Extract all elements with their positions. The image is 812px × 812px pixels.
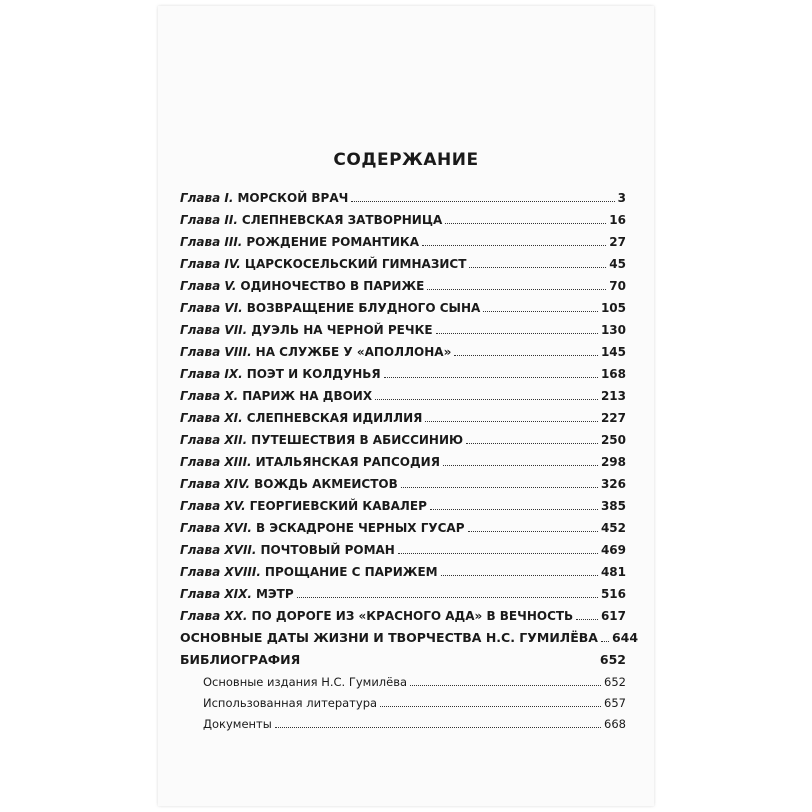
toc-entry-sub <box>180 713 626 734</box>
dot-leader <box>436 319 598 334</box>
chapter-title: ГЕОРГИЕВСКИЙ КАВАЛЕР <box>249 499 427 513</box>
chapter-number: Глава II. <box>180 213 238 227</box>
bibliography-sublist <box>180 671 626 734</box>
chapter-title: В ЭСКАДРОНЕ ЧЕРНЫХ ГУСАР <box>255 521 465 535</box>
chapter-title: НА СЛУЖБЕ У «АПОЛЛОНА» <box>255 345 452 359</box>
chapter-title: ПОЭТ И КОЛДУНЬЯ <box>246 367 381 381</box>
toc-entry-chapter <box>180 451 626 473</box>
page-number: 168 <box>600 367 626 381</box>
entry-title: Основные издания Н.С. Гумилёва <box>203 675 408 689</box>
entry-title: БИБЛИОГРАФИЯ <box>180 652 301 667</box>
page-number: 644 <box>611 630 639 645</box>
toc-entry-dates <box>180 627 639 649</box>
page-number: 657 <box>604 696 626 710</box>
dot-leader <box>427 275 606 290</box>
chapter-number: Глава I. <box>180 191 234 205</box>
toc-entry-chapter <box>180 429 626 451</box>
page-number: 250 <box>600 433 626 447</box>
chapter-number: Глава XVI. <box>180 521 252 535</box>
toc-entry-chapter <box>180 297 626 319</box>
chapter-number: Глава XVII. <box>180 543 257 557</box>
chapter-number: Глава VI. <box>180 301 243 315</box>
page-number: 385 <box>600 499 626 513</box>
dot-leader <box>445 209 606 224</box>
toc-entry-chapter <box>180 561 626 583</box>
page-number: 298 <box>600 455 626 469</box>
page-number: 469 <box>600 543 626 557</box>
chapter-title: ПУТЕШЕСТВИЯ В АБИССИНИЮ <box>251 433 464 447</box>
dot-leader <box>468 517 598 532</box>
toc-entry-chapter <box>180 363 626 385</box>
chapter-title: ИТАЛЬЯНСКАЯ РАПСОДИЯ <box>255 455 440 469</box>
page-number: 16 <box>609 213 626 227</box>
page-number: 652 <box>604 675 626 689</box>
chapter-title: СЛЕПНЕВСКАЯ ИДИЛЛИЯ <box>246 411 423 425</box>
toc-entry-chapter <box>180 319 626 341</box>
chapter-number: Глава X. <box>180 389 239 403</box>
chapter-title: ВОЖДЬ АКМЕИСТОВ <box>254 477 398 491</box>
chapter-title: ОДИНОЧЕСТВО В ПАРИЖЕ <box>240 279 425 293</box>
page-number: 227 <box>600 411 626 425</box>
toc-entry-chapter <box>180 583 626 605</box>
toc-entry-bibliography <box>180 649 626 671</box>
toc-entry-chapter <box>180 209 626 231</box>
dot-leader <box>375 385 598 400</box>
page-number: 652 <box>599 652 626 667</box>
chapter-title: СЛЕПНЕВСКАЯ ЗАТВОРНИЦА <box>241 213 443 227</box>
toc-entry-sub <box>180 671 626 692</box>
chapter-title: ЦАРСКОСЕЛЬСКИЙ ГИМНАЗИСТ <box>244 257 467 271</box>
chapter-number: Глава III. <box>180 235 243 249</box>
dot-leader <box>454 341 598 356</box>
dot-leader <box>401 473 598 488</box>
toc-entry-chapter <box>180 517 626 539</box>
toc-entry-chapter <box>180 385 626 407</box>
entry-title: Документы <box>203 717 272 731</box>
entry-title: Использованная литература <box>203 696 378 710</box>
table-of-contents <box>180 187 639 734</box>
page-number: 145 <box>600 345 626 359</box>
page-title: СОДЕРЖАНИЕ <box>333 150 479 170</box>
page-number: 617 <box>600 609 626 623</box>
dot-leader <box>380 692 601 707</box>
toc-entry-chapter <box>180 605 626 627</box>
dot-leader <box>384 363 598 378</box>
page-number: 516 <box>600 587 626 601</box>
chapter-number: Глава IV. <box>180 257 241 271</box>
dot-leader <box>422 231 606 246</box>
chapter-title: ПАРИЖ НА ДВОИХ <box>242 389 373 403</box>
toc-entry-chapter <box>180 341 626 363</box>
dot-leader <box>576 605 598 620</box>
dot-leader <box>483 297 598 312</box>
page-number: 481 <box>600 565 626 579</box>
dot-leader <box>441 561 598 576</box>
chapter-title: МОРСКОЙ ВРАЧ <box>237 191 349 205</box>
chapter-number: Глава IX. <box>180 367 243 381</box>
toc-entry-chapter <box>180 407 626 429</box>
toc-entry-chapter <box>180 539 626 561</box>
chapter-number: Глава VII. <box>180 323 248 337</box>
chapter-number: Глава XVIII. <box>180 565 261 579</box>
toc-entry-chapter <box>180 187 626 209</box>
chapter-number: Глава XIV. <box>180 477 251 491</box>
chapter-title: ВОЗВРАЩЕНИЕ БЛУДНОГО СЫНА <box>246 301 481 315</box>
toc-entry-chapter <box>180 275 626 297</box>
dot-leader <box>398 539 598 554</box>
page-number: 668 <box>604 717 626 731</box>
toc-entry-sub <box>180 692 626 713</box>
chapter-number: Глава XV. <box>180 499 246 513</box>
chapter-number: Глава XII. <box>180 433 248 447</box>
toc-entry-chapter <box>180 231 626 253</box>
dot-leader <box>601 627 609 642</box>
dot-leader <box>303 650 597 664</box>
chapter-title: РОЖДЕНИЕ РОМАНТИКА <box>246 235 419 249</box>
page-number: 105 <box>600 301 626 315</box>
page-number: 326 <box>600 477 626 491</box>
chapter-title: ПОЧТОВЫЙ РОМАН <box>260 543 395 557</box>
toc-entry-chapter <box>180 473 626 495</box>
dot-leader <box>466 429 598 444</box>
dot-leader <box>410 671 601 686</box>
chapter-title: ПО ДОРОГЕ ИЗ «КРАСНОГО АДА» В ВЕЧНОСТЬ <box>251 609 574 623</box>
chapter-list <box>180 187 626 627</box>
entry-title: ОСНОВНЫЕ ДАТЫ ЖИЗНИ И ТВОРЧЕСТВА Н.С. ГУМИЛЁВА <box>180 630 598 645</box>
toc-entry-chapter <box>180 253 626 275</box>
chapter-number: Глава XIII. <box>180 455 252 469</box>
dot-leader <box>425 407 598 422</box>
chapter-number: Глава XI. <box>180 411 243 425</box>
chapter-title: ДУЭЛЬ НА ЧЕРНОЙ РЕЧКЕ <box>251 323 433 337</box>
page-number: 45 <box>609 257 626 271</box>
chapter-number: Глава VIII. <box>180 345 252 359</box>
chapter-title: ПРОЩАНИЕ С ПАРИЖЕМ <box>264 565 438 579</box>
dot-leader <box>443 451 598 466</box>
dot-leader <box>469 253 606 268</box>
chapter-number: Глава V. <box>180 279 237 293</box>
chapter-number: Глава XIX. <box>180 587 252 601</box>
page-number: 213 <box>600 389 626 403</box>
page-number: 27 <box>609 235 626 249</box>
page-number: 70 <box>609 279 626 293</box>
page-number: 452 <box>600 521 626 535</box>
chapter-title: МЭТР <box>255 587 294 601</box>
dot-leader <box>430 495 598 510</box>
dot-leader <box>297 583 598 598</box>
dot-leader <box>275 713 601 728</box>
chapter-number: Глава XX. <box>180 609 248 623</box>
toc-entry-chapter <box>180 495 626 517</box>
page-number: 130 <box>600 323 626 337</box>
dot-leader <box>351 187 614 202</box>
page-number: 3 <box>617 191 626 205</box>
